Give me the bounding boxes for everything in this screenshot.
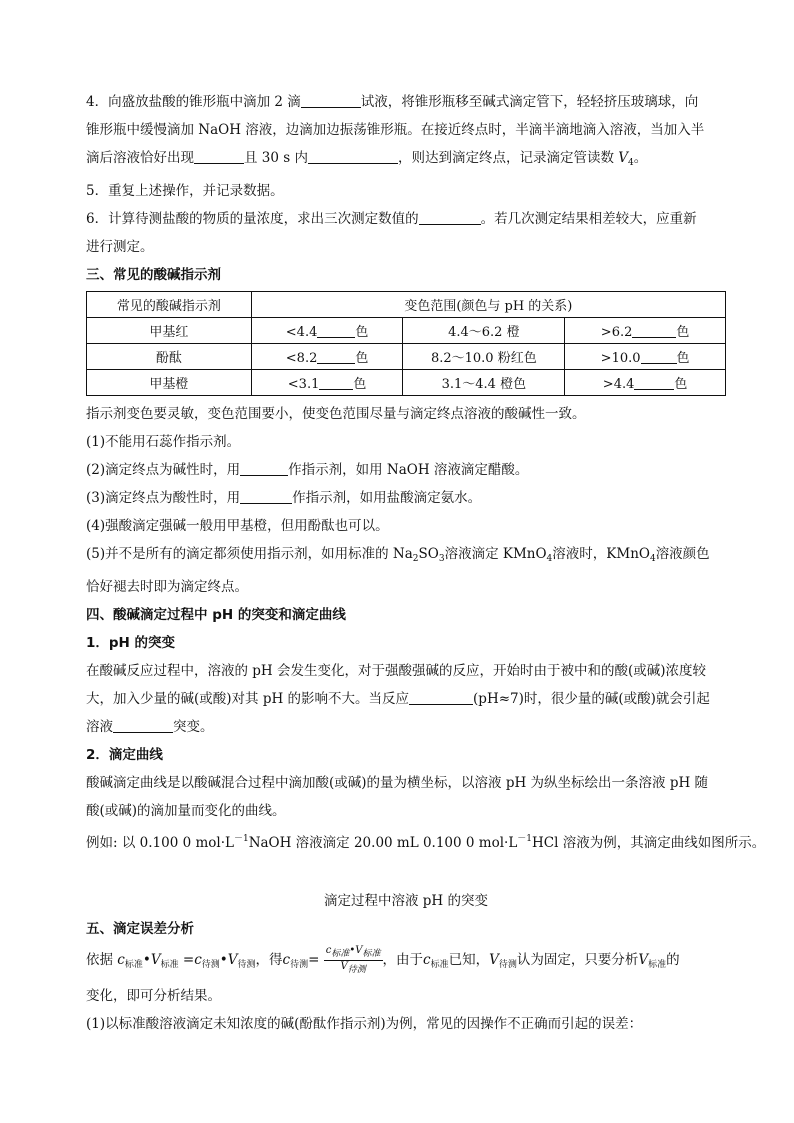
fill-blank[interactable] [419, 209, 481, 225]
fill-blank[interactable] [113, 717, 173, 733]
indicator-table [86, 291, 726, 396]
subsection-4-1-heading: 1．pH 的突变 [86, 635, 176, 651]
ph-jump-paragraph: 在酸碱反应过程中，溶液的 pH 会发生变化，对于强酸强碱的反应，开始时由于被中和的酸(或碱)浓度较 大，加入少量的碱(或酸)对其 pH 的影响不大。当反应 (pH≈7)时，很少量的碱(或酸)就会引起 溶液 突变。 [86, 663, 710, 735]
section-3-heading: 三、常见的酸碱指示剂 [86, 267, 221, 283]
table-header-cell: 变色范围(颜色与 pH 的关系) [251, 292, 725, 318]
titration-curve-paragraph: 酸碱滴定曲线是以酸碱混合过程中滴加酸(或碱)的量为横坐标，以溶液 pH 为纵坐标绘出一条溶液 pH 随 酸(或碱)的滴加量而变化的曲线。 例如: 以 0.100 0 $mol\cdot L^{-1}NaOH$ 溶液滴定 20.00 mL 0.100 0 $mol\cdot L^{-1}HCl$ 溶液为例，其滴定曲线如图所示。 [86, 775, 766, 851]
fill-blank[interactable] [308, 148, 398, 164]
fill-blank[interactable] [632, 322, 676, 338]
fill-blank[interactable] [641, 348, 677, 364]
step-5-paragraph: 5．重复上述操作，并记录数据。 [86, 183, 284, 199]
formula-fraction: $\frac{c_{标准}•V_{标准}}{V_{待测}}$ [325, 945, 381, 975]
indicator-notes: 指示剂变色要灵敏，变色范围要小，使变色范围尽量与滴定终点溶液的酸碱性一致。 (1)不能用石蕊作指示剂。 (2)滴定终点为碱性时，用 作指示剂，如用 NaOH 溶液滴定醋酸。 (3)滴定终点为酸性时，用 作指示剂，如用盐酸滴定氨水。 (4)强酸滴定强碱一般用甲基橙，但用酚酞也可以。 (5)并不是所有的滴定都须使用指示剂，如用标准的 $Na_2SO_3$溶液滴定 KMnO$_4$溶液时，KMnO$_4$溶液颜色 恰好褪去时即为滴定终点。 [86, 406, 710, 595]
fill-blank[interactable] [194, 148, 244, 164]
section-4-heading: 四、酸碱滴定过程中 pH 的突变和滴定曲线 [86, 607, 346, 623]
table-row: 甲基红 <4.4 色 4.4～6.2 橙 >6.2 色 [87, 318, 726, 344]
section-5-heading: 五、滴定误差分析 [86, 921, 194, 937]
table-header-row [87, 292, 726, 318]
error-analysis-paragraph: 依据 $c_{标准}•V_{标准}$ $=c_{待测}•V_{待测}$，得$c_{待测}=$ $\frac{c_{标准}•V_{标准}}{V_{待测}}$ ，由于$c_{标准}$已知，$V_{待测}$认为固定，只要分析$V_{标准}$的 变化，即可分析结果。 (1)以标准酸溶液滴定未知浓度的碱(酚酞作指示剂)为例，常见的因操作不正确而引起的误差： [86, 945, 680, 1032]
table-row: 酚酞 <8.2 色 8.2～10.0 粉红色 >10.0 色 [87, 344, 726, 370]
fill-blank[interactable] [240, 488, 292, 504]
fill-blank[interactable] [301, 92, 361, 108]
fill-blank[interactable] [319, 374, 353, 390]
fill-blank[interactable] [317, 348, 355, 364]
fill-blank[interactable] [317, 322, 355, 338]
subsection-4-2-heading: 2．滴定曲线 [86, 747, 163, 763]
table-row: 甲基橙 <3.1 色 3.1～4.4 橙色 >4.4 色 [87, 370, 726, 396]
document-page [86, 88, 766, 1038]
figure-caption: 滴定过程中溶液 pH 的突变 [324, 893, 488, 909]
table-header-cell: 常见的酸碱指示剂 [87, 292, 252, 318]
fill-blank[interactable] [409, 689, 473, 705]
fill-blank[interactable] [240, 460, 288, 476]
step-4-paragraph: 4．向盛放盐酸的锥形瓶中滴加 2 滴 试液，将锥形瓶移至碱式滴定管下，轻轻挤压玻璃球，向 锥形瓶中缓慢滴加 NaOH 溶液，边滴加边振荡锥形瓶。在接近终点时，半滴半滴地滴入溶液，当加入半 滴后溶液恰好出现 且 30 s 内 ，则达到滴定终点，记录滴定管读数 $V_4$。 [86, 94, 705, 168]
step-6-paragraph: 6．计算待测盐酸的物质的量浓度，求出三次测定数值的 。若几次测定结果相差较大，应重新 进行测定。 [86, 211, 697, 255]
fill-blank[interactable] [634, 374, 674, 390]
